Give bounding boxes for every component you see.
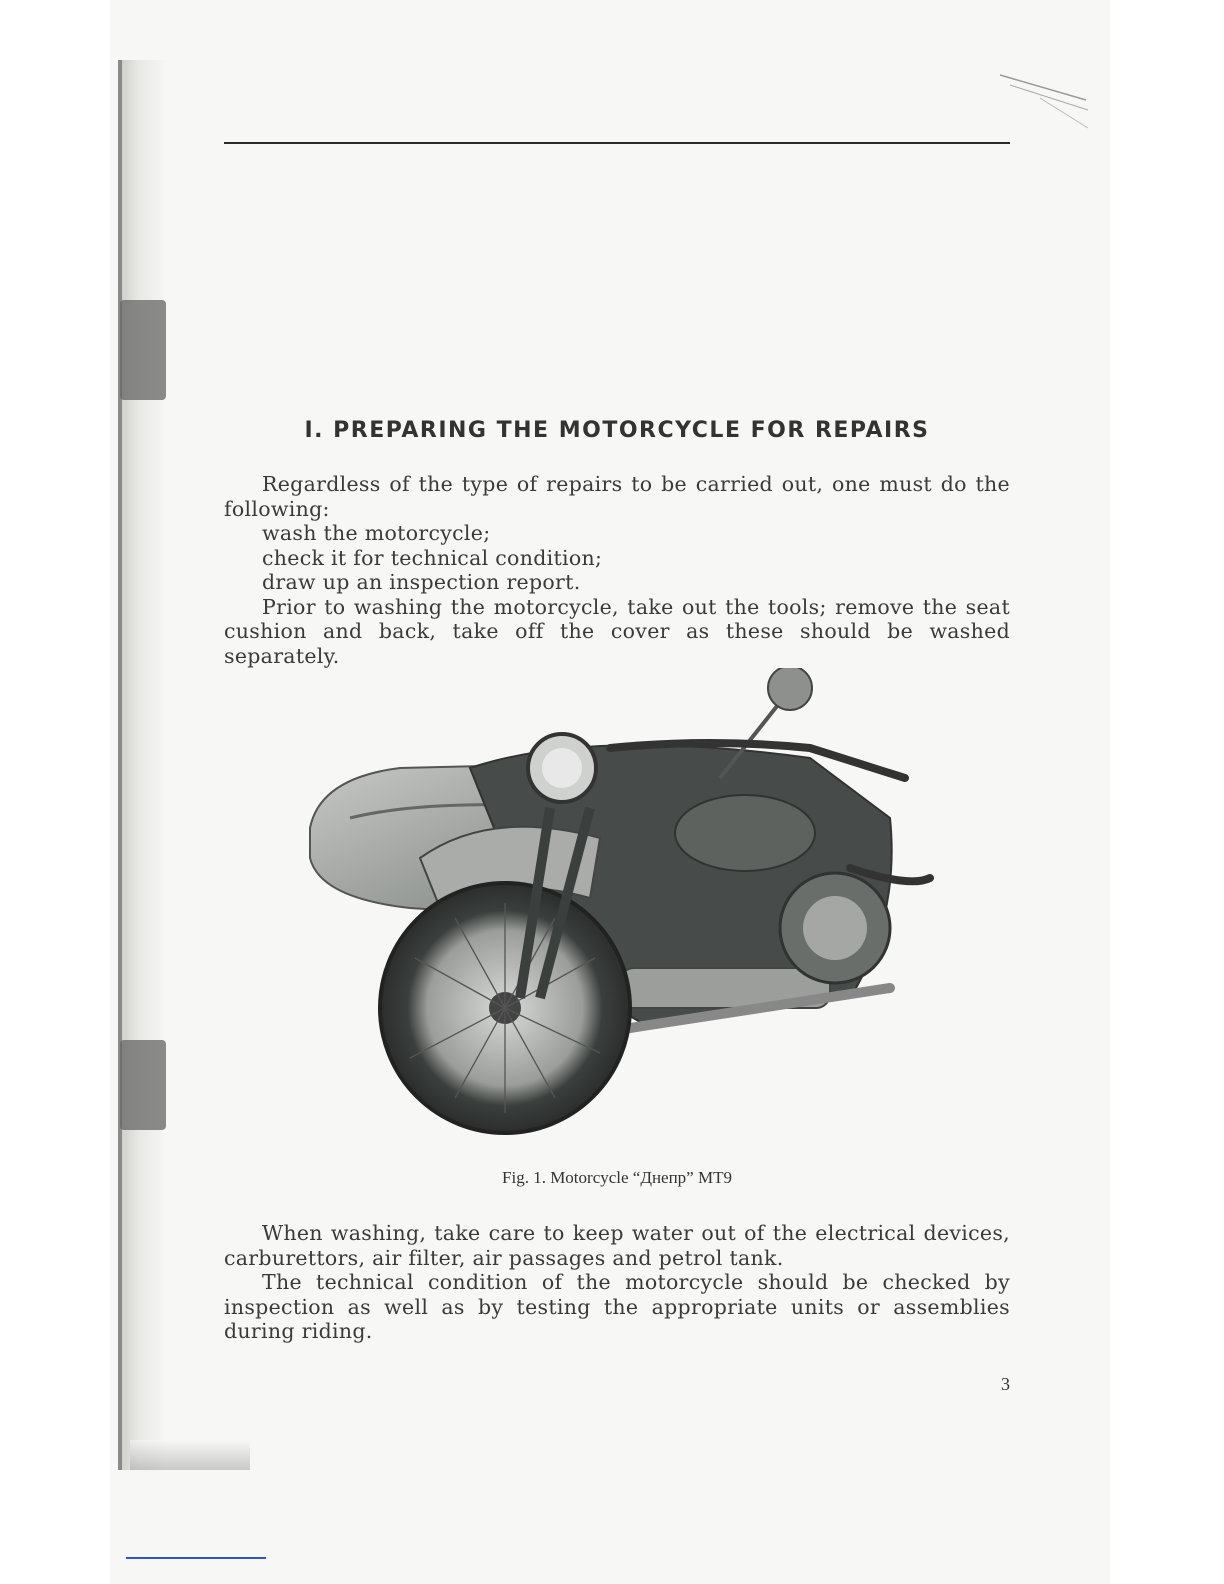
washing-paragraph: Prior to washing the motorcycle, take out the tools; remove the seat cushion and back, take off the cover as these should be washed separately. (224, 594, 1010, 668)
step-item: draw up an inspection report. (262, 570, 581, 594)
scan-scratch-mark (1000, 70, 1090, 130)
motorcycle-photo (290, 668, 940, 1160)
intro-paragraph: Regardless of the type of repairs to be carried out, one must do the following: (224, 472, 1010, 521)
motorcycle-illustration (290, 668, 940, 1160)
intro-section (224, 472, 1010, 668)
figure-caption: Fig. 1. Motorcycle “Днепр” MT9 (502, 1168, 732, 1187)
care-section (224, 1221, 1010, 1344)
condition-paragraph: The technical condition of the motorcycle should be checked by inspection as well as by testing the appropriate units or assemblies during riding. (224, 1270, 1010, 1343)
book-spine (118, 60, 164, 1470)
bottom-link-underline (126, 1557, 266, 1559)
binding-staple-bottom (120, 1040, 166, 1130)
header-rule (224, 142, 1010, 144)
binding-staple-top (120, 300, 166, 400)
page-number: 3 (1001, 1374, 1010, 1394)
chapter-title: I. PREPARING THE MOTORCYCLE FOR REPAIRS (304, 418, 930, 443)
step-item: check it for technical condition; (262, 545, 603, 570)
step-item: wash the motorcycle; (262, 521, 491, 545)
care-paragraph: When washing, take care to keep water out of the electrical devices, carburettors, air filter, air passages and petrol tank. (224, 1221, 1010, 1270)
scan-shadow (130, 1440, 250, 1470)
